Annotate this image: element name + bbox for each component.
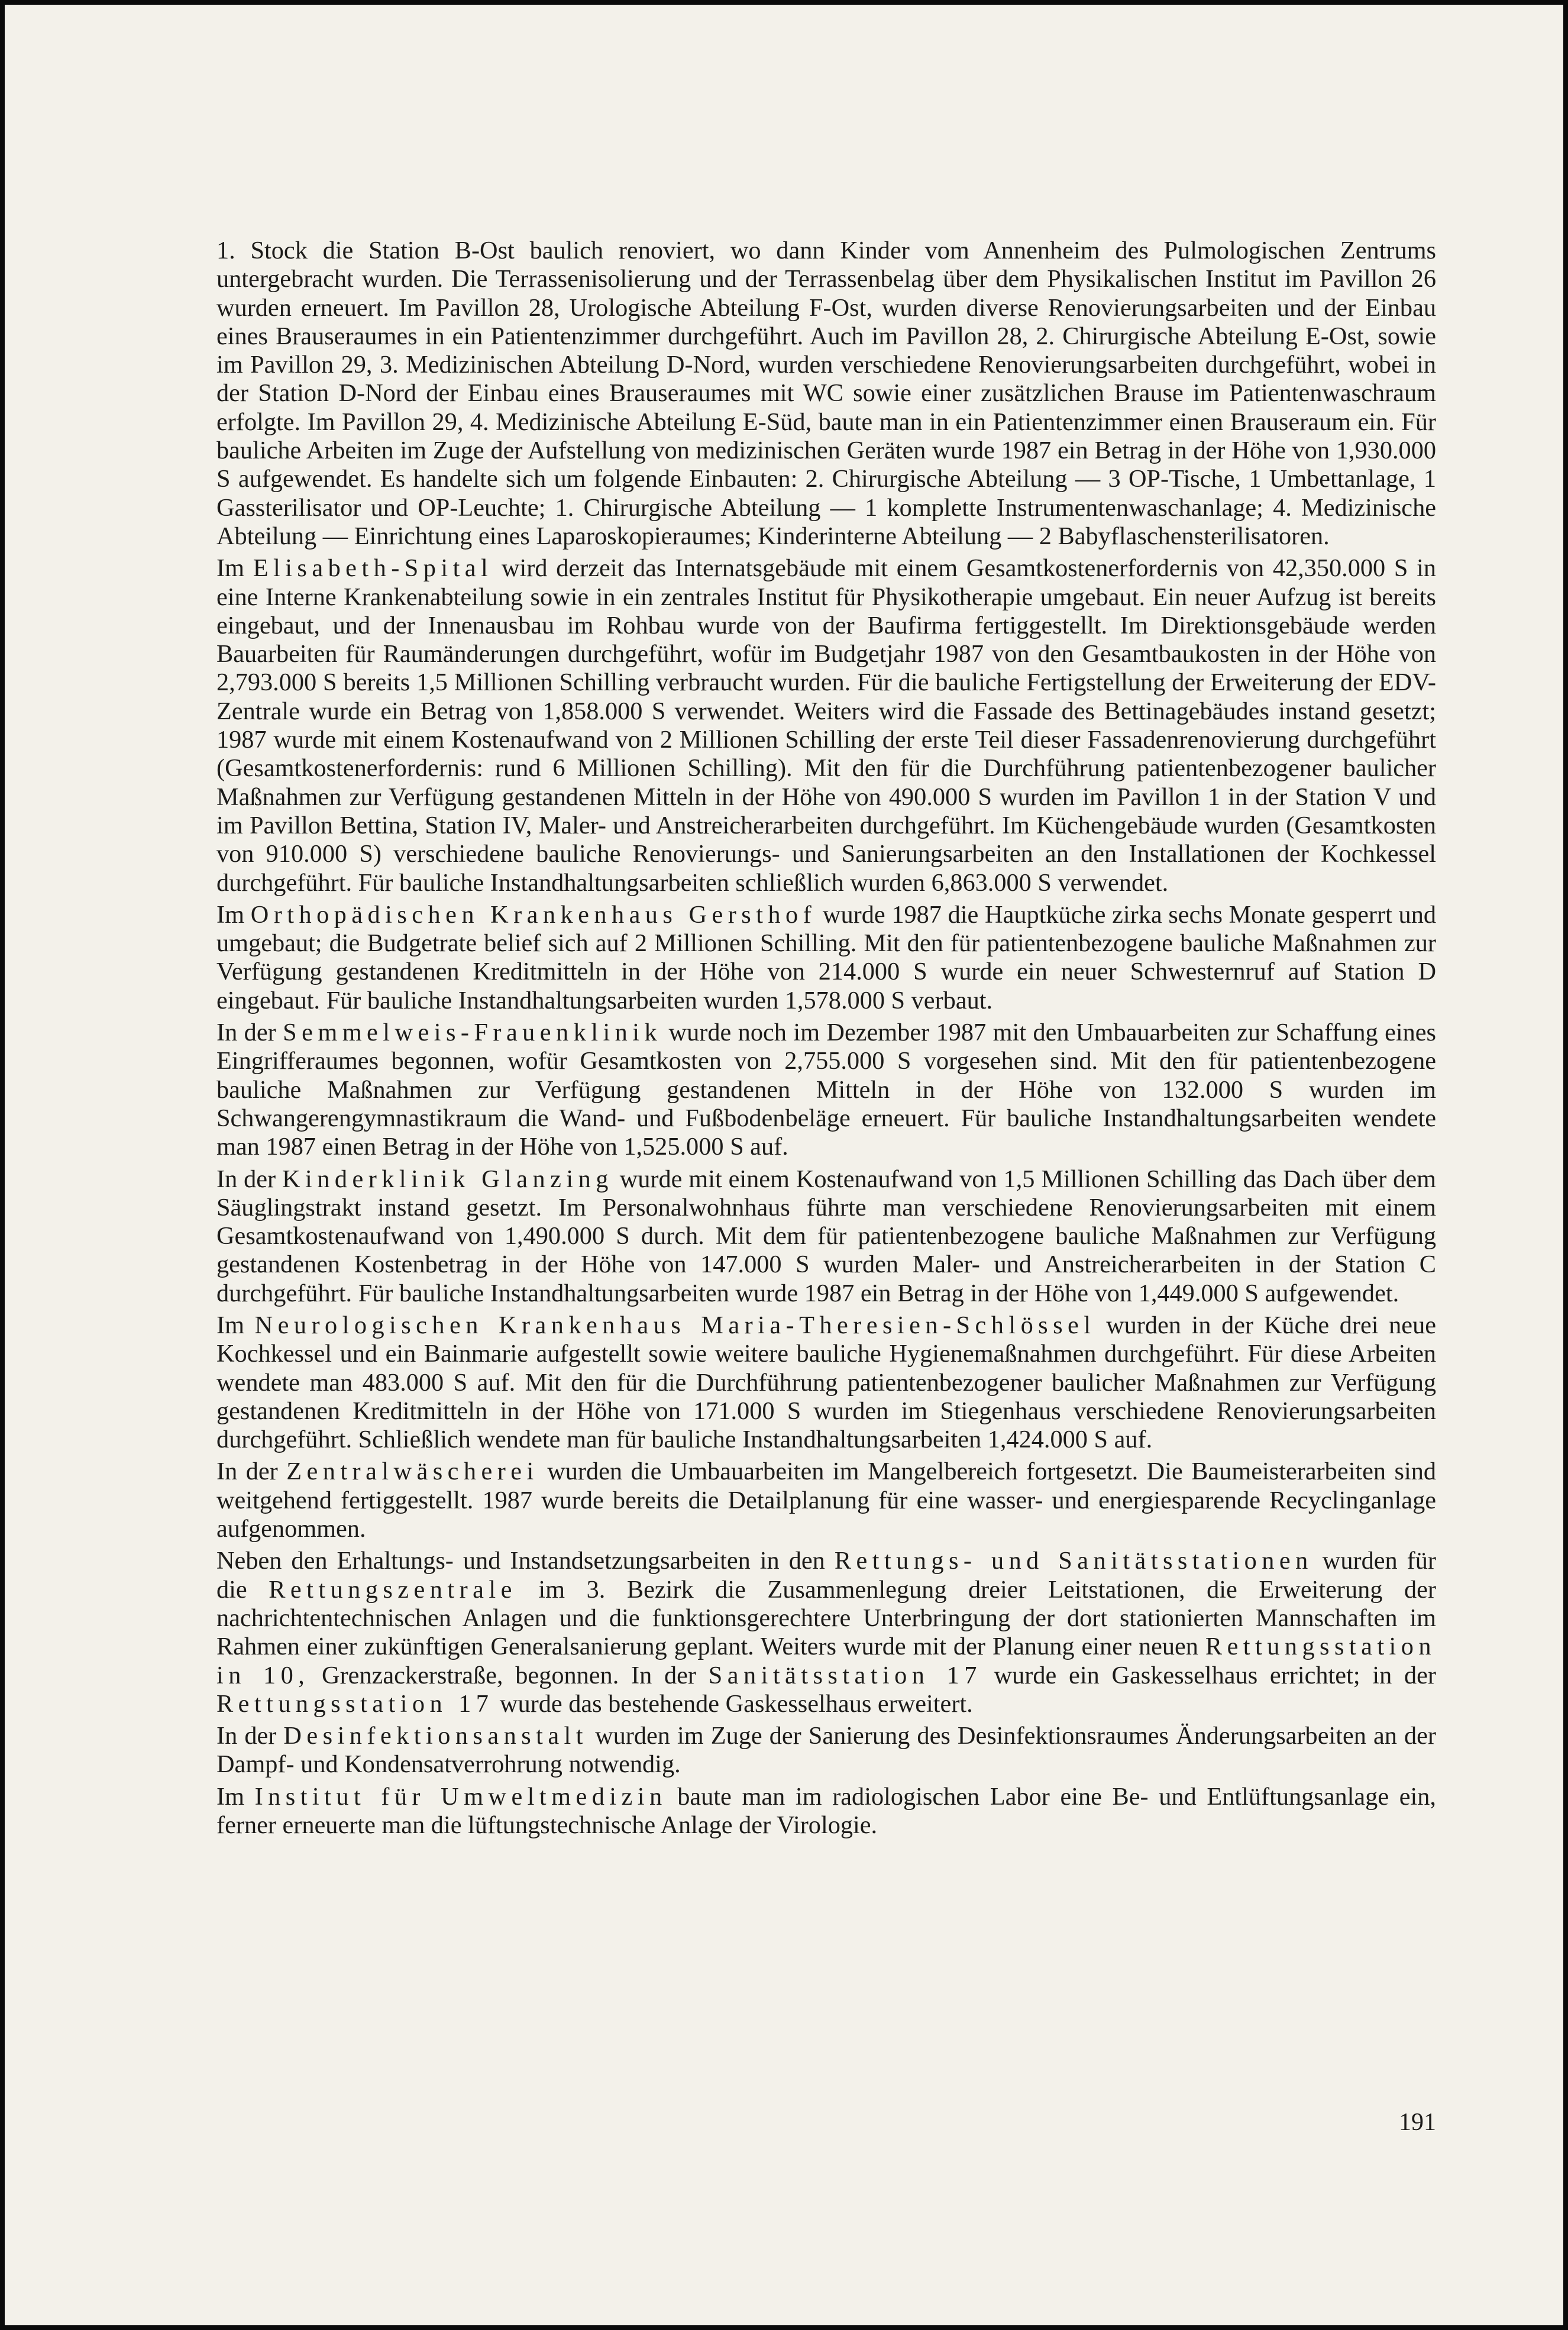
paragraph-text: wurden für die [216, 1547, 1436, 1604]
institution-name: Orthopädischen Krankenhaus Gersthof [250, 900, 817, 929]
institution-name: Sanitätsstation 17 [708, 1661, 982, 1689]
paragraph-text: wurde ein Gaskesselhaus errichtet; in der [981, 1661, 1436, 1689]
paragraph-text: In der [216, 1458, 287, 1486]
paragraph-text: wurde 1987 die Hauptküche zirka sechs Monate gesperrt und umgebaut; die Budgetrate belief sich auf 2 Millionen Schilling. Mit den für patientenbezogene bauliche Maßnahmen zur Verfügung gestandenen Kreditmitteln in der Höhe von 214.000 S wurde ein neuer Schwesternruf auf Station D eingebaut. Für bauliche Instandhaltungsarbeiten wurden 1,578.000 S verbaut. [216, 900, 1436, 1014]
paragraph-text: Neben den Erhaltungs- und Instandsetzungsarbeiten in den [216, 1547, 835, 1575]
paragraph-text: Im [216, 1311, 255, 1339]
paragraph-text: wurden im Zuge der Sanierung des Desinfektionsraumes Änderungsarbeiten an der Dampf- und Kondensatverrohrung notwendig. [216, 1722, 1436, 1779]
institution-name: Rettungsstation in 10, [216, 1633, 1436, 1689]
paragraph-text: wurde das bestehende Gaskesselhaus erweitert. [493, 1689, 973, 1718]
paragraph-text: Grenzackerstraße, begonnen. In der [309, 1661, 709, 1689]
paragraph [216, 1547, 1436, 1718]
paragraph [216, 901, 1436, 1015]
paragraph-text: wurden in der Küche drei neue Kochkessel und ein Bainmarie aufgestellt sowie weitere bauliche Hygienemaßnahmen durchgeführt. Für diese Arbeiten wendete man 483.000 S auf. Mit den für die Durchführung patientenbezogener baulicher Maßnahmen zur Verfügung gestandenen Kreditmitteln in der Höhe von 171.000 S wurden im Stiegenhaus verschiedene Renovierungsarbeiten durchgeführt. Schließlich wendete man für bauliche Instandhaltungsarbeiten 1,424.000 S auf. [216, 1311, 1436, 1454]
paragraph [216, 1165, 1436, 1308]
paragraph [216, 237, 1436, 551]
paragraph-text: wurden die Umbauarbeiten im Mangelbereich fortgesetzt. Die Baumeisterarbeiten sind weitgehend fertiggestellt. 1987 wurde bereits die Detailplanung für eine wasser- und energiesparende Recyclinganlage aufgenommen. [216, 1458, 1437, 1543]
document-page [5, 5, 1563, 2325]
institution-name: Neurologischen Krankenhaus Maria-Theresien-Schlössel [254, 1311, 1096, 1339]
institution-name: Semmelweis-Frauenklinik [283, 1019, 662, 1047]
paragraph-text: In der [216, 1722, 284, 1750]
institution-name: Kinderklinik Glanzing [282, 1165, 613, 1193]
paragraph [216, 1458, 1436, 1543]
paragraph [216, 1019, 1436, 1161]
paragraph [216, 1783, 1436, 1840]
paragraph-text: wurde noch im Dezember 1987 mit den Umbauarbeiten zur Schaffung eines Eingrifferaumes begonnen, wofür Gesamtkosten von 2,755.000 S vorgesehen sind. Mit den für patientenbezogene bauliche Maßnahmen zur Verfügung gestandenen Mitteln in der Höhe von 132.000 S wurden im Schwangerengymnastikraum die Wand- und Fußbodenbeläge erneuert. Für bauliche Instandhaltungsarbeiten wendete man 1987 einen Betrag in der Höhe von 1,525.000 S auf. [216, 1019, 1437, 1161]
paragraph-text: 1. Stock die Station B-Ost baulich renoviert, wo dann Kinder vom Annenheim des Pulmologischen Zentrums untergebracht wurden. Die Terrassenisolierung und der Terrassenbelag über dem Physikalischen Institut im Pavillon 26 wurden erneuert. Im Pavillon 28, Urologische Abteilung F-Ost, wurden diverse Renovierungsarbeiten und der Einbau eines Brauseraumes in ein Patientenzimmer durchgeführt. Auch im Pavillon 28, 2. Chirurgische Abteilung E-Ost, sowie im Pavillon 29, 3. Medizinischen Abteilung D-Nord, wurden verschiedene Renovierungsarbeiten durchgeführt, wobei in der Station D-Nord der Einbau eines Brauseraumes mit WC sowie einer zusätzlichen Brause im Patientenwaschraum erfolgte. Im Pavillon 29, 4. Medizinische Abteilung E-Süd, baute man in ein Patientenzimmer einen Brauseraum ein. Für bauliche Arbeiten im Zuge der Aufstellung von medizinischen Geräten wurde 1987 ein Betrag in der Höhe von 1,930.000 S aufgewendet. Es handelte sich um folgende Einbauten: 2. Chirurgische Abteilung — 3 OP-Tische, 1 Umbettanlage, 1 Gassterilisator und OP-Leuchte; 1. Chirurgische Abteilung — 1 komplette Instrumentenwaschanlage; 4. Medizinische Abteilung — Einrichtung eines Laparoskopieraumes; Kinderinterne Abteilung — 2 Babyflaschensterilisatoren. [216, 237, 1436, 550]
paragraph-text: wird derzeit das Internatsgebäude mit einem Gesamtkostenerfordernis von 42,350.000 S in eine Interne Krankenabteilung sowie in ein zentrales Institut für Physikotherapie umgebaut. Ein neuer Aufzug ist bereits eingebaut, und der Innenausbau im Rohbau wurde von der Baufirma fertiggestellt. Im Direktionsgebäude werden Bauarbeiten für Raumänderungen durchgeführt, wofür im Budgetjahr 1987 von den Gesamtbaukosten in der Höhe von 2,793.000 S bereits 1,5 Millionen Schilling verbraucht wurden. Für die bauliche Fertigstellung der Erweiterung der EDV-Zentrale wurde ein Betrag von 1,858.000 S verwendet. Weiters wird die Fassade des Bettinagebäudes instand gesetzt; 1987 wurde mit einem Kostenaufwand von 2 Millionen Schilling der erste Teil dieser Fassadenrenovierung durchgeführt (Gesamtkostenerfordernis: rund 6 Millionen Schilling). Mit den für die Durchführung patientenbezogener baulicher Maßnahmen zur Verfügung gestandenen Mitteln in der Höhe von 490.000 S wurden im Pavillon 1 in der Station V und im Pavillon Bettina, Station IV, Maler- und Anstreicherarbeiten durchgeführt. Im Küchengebäude wurden (Gesamtkosten von 910.000 S) verschiedene bauliche Renovierungs- und Sanierungsarbeiten an den Installationen der Kochkessel durchgeführt. Für bauliche Instandhaltungsarbeiten schließlich wurden 6,863.000 S verwendet. [216, 554, 1437, 897]
institution-name: Zentralwäscherei [286, 1458, 539, 1486]
page-number: 191 [1399, 2109, 1436, 2136]
paragraph [216, 1722, 1436, 1779]
institution-name: Elisabeth-Spital [253, 554, 493, 583]
institution-name: Rettungszentrale [269, 1575, 517, 1604]
institution-name: Rettungsstation 17 [216, 1689, 494, 1718]
institution-name: Institut für Umweltmedizin [254, 1782, 667, 1811]
paragraph-text: wurde mit einem Kostenaufwand von 1,5 Millionen Schilling das Dach über dem Säuglingstrakt instand gesetzt. Im Personalwohnhaus führte man verschiedene Renovierungsarbeiten mit einem Gesamtkostenaufwand von 1,490.000 S durch. Mit dem für patientenbezogene bauliche Maßnahmen zur Verfügung gestandenen Kostenbetrag in der Höhe von 147.000 S wurden Maler- und Anstreicherarbeiten in der Station C durchgeführt. Für bauliche Instandhaltungsarbeiten wurde 1987 ein Betrag in der Höhe von 1,449.000 S aufgewendet. [216, 1165, 1437, 1307]
paragraph-text: baute man im radiologischen Labor eine Be- und Entlüftungsanlage ein, ferner erneuerte man die lüftungstechnische Anlage der Virologie. [216, 1782, 1436, 1840]
paragraph [216, 1311, 1436, 1454]
institution-name: Desinfektionsanstalt [283, 1722, 588, 1750]
paragraph-text: In der [216, 1019, 283, 1047]
paragraph [216, 554, 1436, 897]
paragraph-text: Im [216, 900, 251, 929]
body-text [216, 237, 1436, 1843]
paragraph-text: In der [216, 1165, 283, 1193]
paragraph-text: Im [216, 554, 253, 583]
paragraph-text: Im [216, 1782, 255, 1811]
institution-name: Rettungs- und Sanitätsstationen [834, 1547, 1313, 1575]
paragraph-text: im 3. Bezirk die Zusammenlegung dreier Leitstationen, die Erweiterung der nachrichtentechnischen Anlagen und die funktionsgerechtere Unterbringung der dort stationierten Mannschaften im Rahmen einer zukünftigen Generalsanierung geplant. Weiters wurde mit der Planung einer neuen [216, 1575, 1436, 1661]
